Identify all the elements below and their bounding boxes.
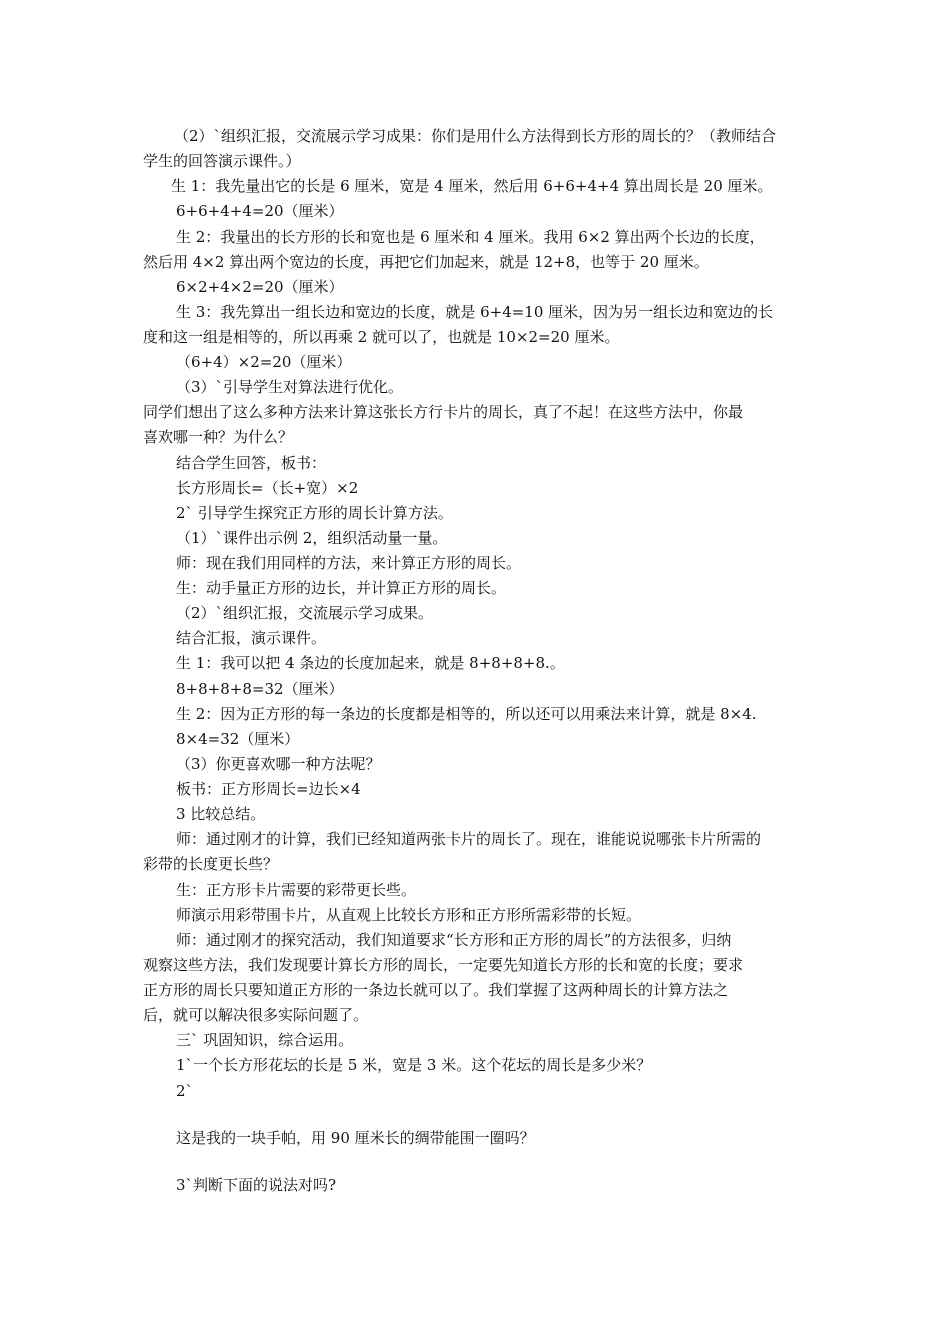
text-line-25: 8×4=32（厘米） [176,730,300,748]
text-line-24: 生 2：因为正方形的每一条边的长度都是相等的，所以还可以用乘法来计算，就是 8×4. [176,705,757,723]
text-line-33: 师：通过刚才的探究活动，我们知道要求“长方形和正方形的周长”的方法很多，归纳 [176,931,732,949]
text-line-22: 生 1：我可以把 4 条边的长度加起来，就是 8+8+8+8.。 [176,654,565,672]
text-line-19: 生：动手量正方形的边长，并计算正方形的周长。 [176,579,507,597]
text-line-17: （1）`课件出示例 2，组织活动量一量。 [176,529,448,547]
text-line-2: 学生的回答演示课件。） [143,152,301,170]
text-line-6: 然后用 4×2 算出两个宽边的长度，再把它们加起来，就是 12+8，也等于 20 厘米。 [143,253,709,271]
text-line-12: 同学们想出了这么多种方法来计算这张长方行卡片的周长，真了不起！在这些方法中，你最 [143,403,744,421]
text-line-39: 2` [176,1082,194,1100]
text-line-40: 这是我的一块手帕，用 90 厘米长的绸带能围一圈吗？ [176,1129,535,1147]
text-line-5: 生 2：我量出的长方形的长和宽也是 6 厘米和 4 厘米。我用 6×2 算出两个长边的长度， [176,228,765,246]
text-line-7: 6×2+4×2=20（厘米） [176,278,344,296]
text-line-28: 3 比较总结。 [176,805,266,823]
text-line-3: 生 1：我先量出它的长是 6 厘米，宽是 4 厘米，然后用 6+6+4+4 算出周长是 20 厘米。 [171,177,773,195]
text-line-1: （2）`组织汇报，交流展示学习成果：你们是用什么方法得到长方形的周长的？（教师结合 [174,127,777,145]
text-line-36: 后，就可以解决很多实际问题了。 [143,1006,369,1024]
text-line-41: 3`判断下面的说法对吗? [176,1176,337,1194]
text-line-15: 长方形周长=（长+宽）×2 [176,479,359,497]
text-line-32: 师演示用彩带围卡片，从直观上比较长方形和正方形所需彩带的长短。 [176,906,642,924]
text-line-37: 三` 巩固知识，综合运用。 [176,1031,354,1049]
text-line-14: 结合学生回答，板书： [176,454,327,472]
text-line-20: （2）`组织汇报，交流展示学习成果。 [176,604,434,622]
text-line-10: （6+4）×2=20（厘米） [176,353,352,371]
text-line-11: （3）`引导学生对算法进行优化。 [176,378,404,396]
text-line-27: 板书：正方形周长=边长×4 [176,780,361,798]
text-line-13: 喜欢哪一种？为什么？ [143,428,294,446]
text-line-23: 8+8+8+8=32（厘米） [176,680,344,698]
text-line-4: 6+6+4+4=20（厘米） [176,202,344,220]
text-line-18: 师：现在我们用同样的方法，来计算正方形的周长。 [176,554,522,572]
text-line-38: 1`一个长方形花坛的长是 5 米，宽是 3 米。这个花坛的周长是多少米？ [176,1056,652,1074]
text-line-9: 度和这一组是相等的，所以再乘 2 就可以了，也就是 10×2=20 厘米。 [143,328,620,346]
text-line-34: 观察这些方法，我们发现要计算长方形的周长，一定要先知道长方形的长和宽的长度；要求 [143,956,744,974]
text-line-21: 结合汇报，演示课件。 [176,629,327,647]
text-line-8: 生 3：我先算出一组长边和宽边的长度，就是 6+4=10 厘米，因为另一组长边和宽边的长 [176,303,774,321]
text-line-26: （3）你更喜欢哪一种方法呢？ [176,755,381,773]
text-line-31: 生：正方形卡片需要的彩带更长些。 [176,881,417,899]
text-line-35: 正方形的周长只要知道正方形的一条边长就可以了。我们掌握了这两种周长的计算方法之 [143,981,729,999]
text-line-16: 2` 引导学生探究正方形的周长计算方法。 [176,504,453,522]
text-line-30: 彩带的长度更长些？ [143,855,279,873]
text-line-29: 师：通过刚才的计算，我们已经知道两张卡片的周长了。现在，谁能说说哪张卡片所需的 [176,830,762,848]
